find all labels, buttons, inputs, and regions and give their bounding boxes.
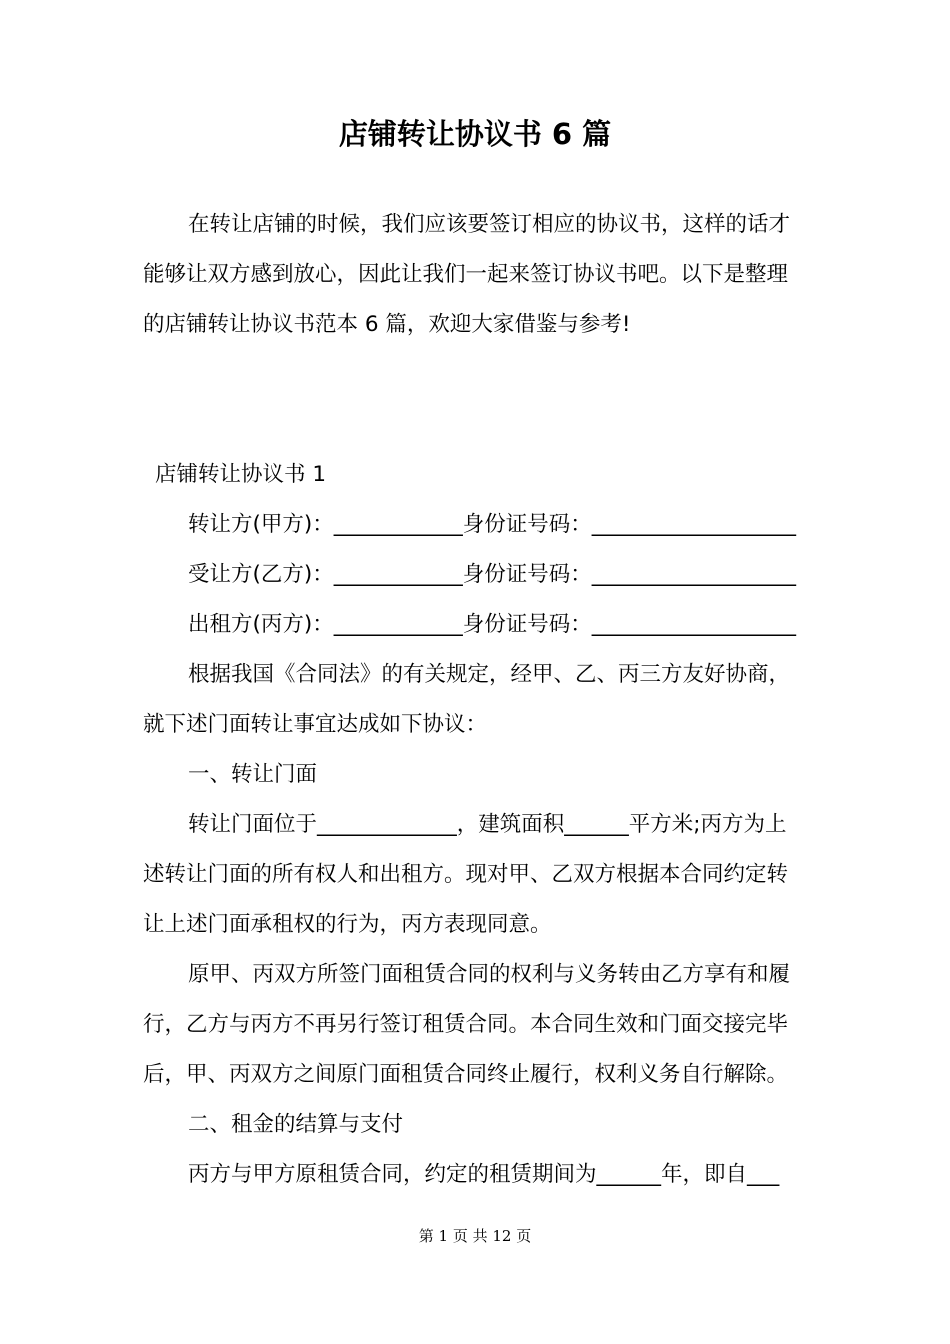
document-title: 店铺转让协议书 6 篇 — [338, 117, 612, 151]
agreement-body — [143, 500, 813, 1200]
party-transferor-line: 转让方(甲方)：____________身份证号码：___________________ — [188, 512, 797, 537]
intro-line: 能够让双方感到放心，因此让我们一起来签订协议书吧。以下是整理 — [143, 262, 789, 287]
party-lessor-line: 出租方(丙方)：____________身份证号码：___________________ — [188, 612, 797, 637]
intro-line: 的店铺转让协议书范本 6 篇，欢迎大家借鉴与参考! — [143, 312, 631, 337]
body-line: 转让门面位于_____________，建筑面积______平方米;丙方为上 — [188, 812, 787, 837]
section-heading: 店铺转让协议书 1 — [155, 462, 327, 487]
body-line: 后，甲、丙双方之间原门面租赁合同终止履行，权利义务自行解除。 — [143, 1062, 789, 1087]
clause-heading-transfer: 一、转让门面 — [188, 762, 318, 787]
body-line: 丙方与甲方原租赁合同，约定的租赁期间为______年，即自___ — [188, 1162, 780, 1187]
body-line: 原甲、丙双方所签门面租赁合同的权利与义务转由乙方享有和履 — [188, 962, 791, 987]
intro-line: 在转让店铺的时候，我们应该要签订相应的协议书，这样的话才 — [188, 212, 791, 237]
page-footer: 第 1 页 共 12 页 — [418, 1227, 532, 1245]
body-line: 根据我国《合同法》的有关规定，经甲、乙、丙三方友好协商， — [188, 662, 791, 687]
party-transferee-line: 受让方(乙方)：____________身份证号码：___________________ — [188, 562, 797, 587]
body-line: 行，乙方与丙方不再另行签订租赁合同。本合同生效和门面交接完毕 — [143, 1012, 789, 1037]
body-line: 让上述门面承租权的行为，丙方表现同意。 — [143, 912, 552, 937]
clause-heading-rent: 二、租金的结算与支付 — [188, 1112, 404, 1137]
body-line: 就下述门面转让事宜达成如下协议： — [143, 712, 488, 737]
body-line: 述转让门面的所有权人和出租方。现对甲、乙双方根据本合同约定转 — [143, 862, 789, 887]
intro-paragraph — [143, 200, 813, 350]
